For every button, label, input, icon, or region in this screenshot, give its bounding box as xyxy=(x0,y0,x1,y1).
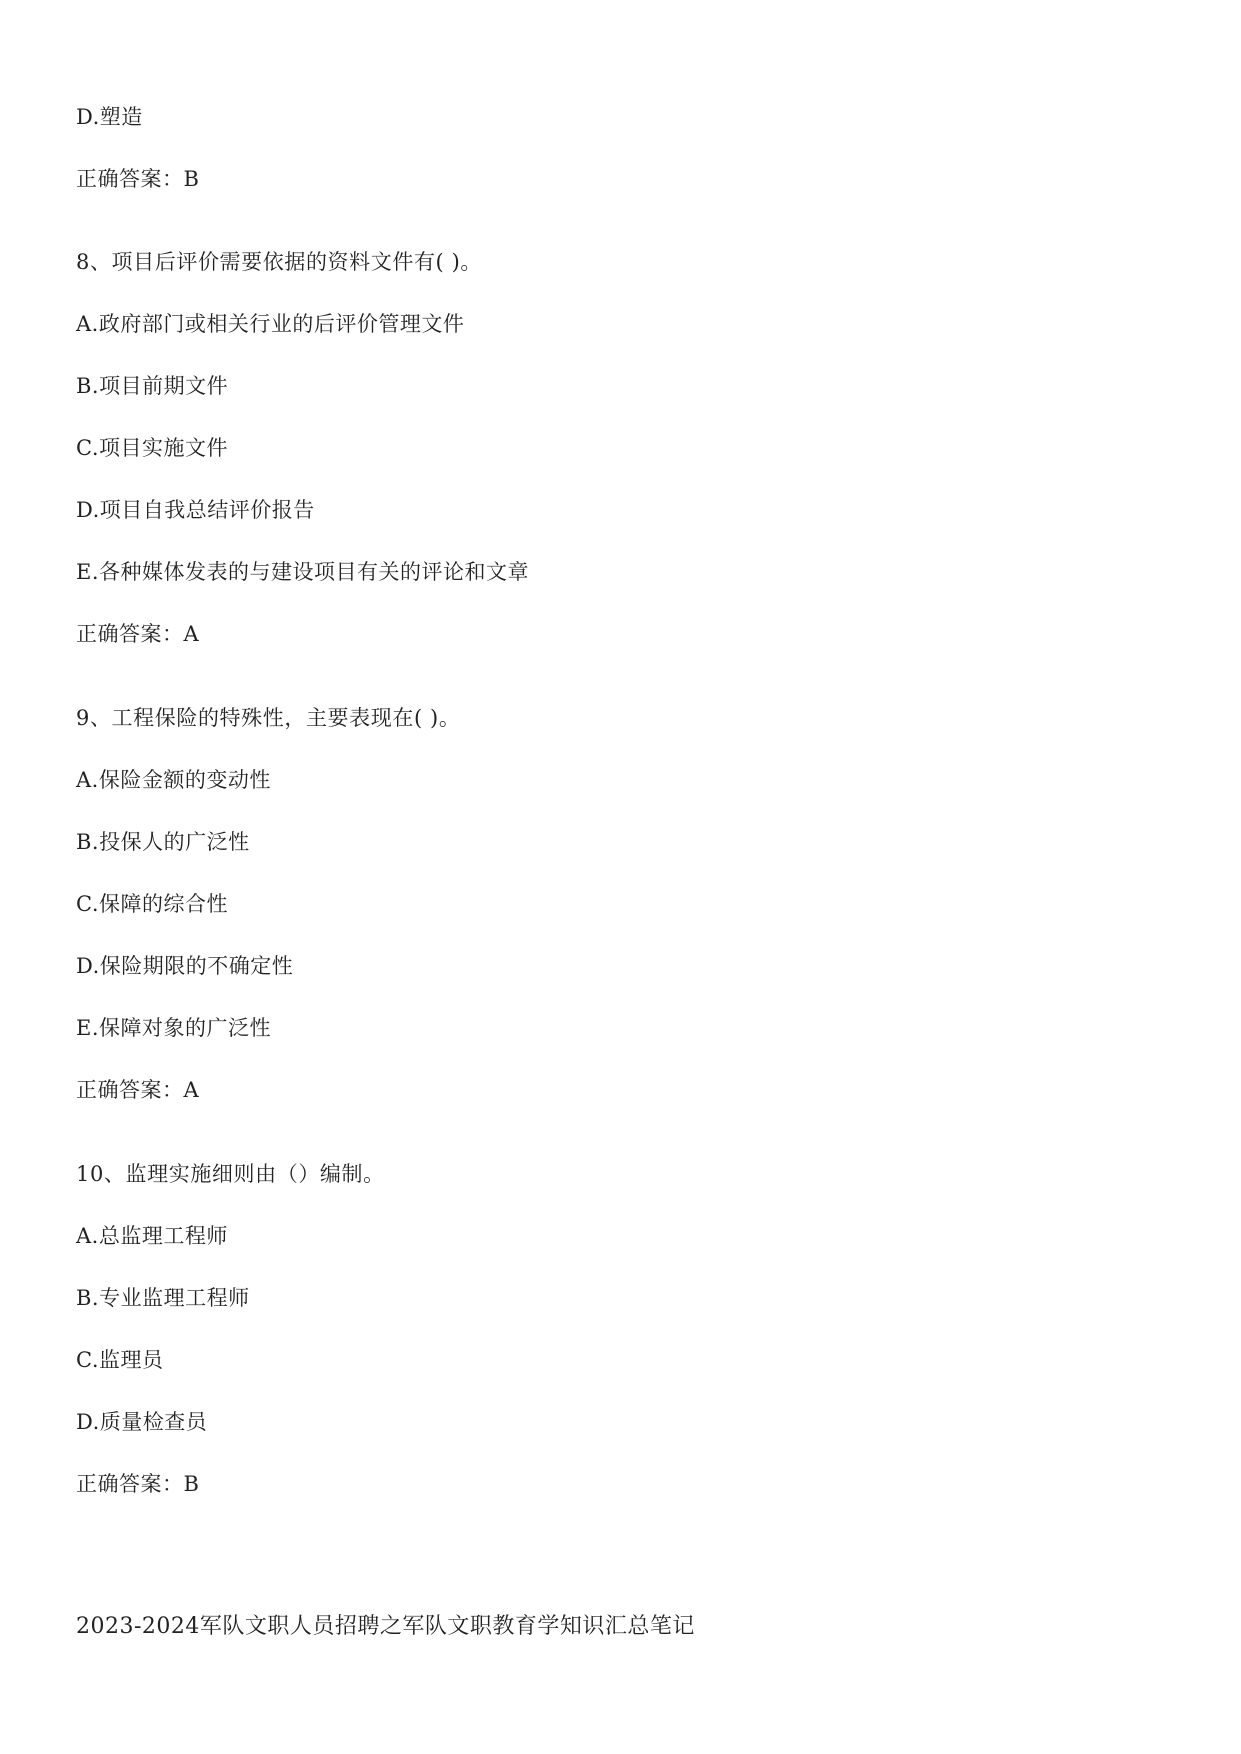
question-stem: 8、项目后评价需要依据的资料文件有( )。 xyxy=(76,250,483,274)
option-line: A.总监理工程师 xyxy=(76,1224,228,1248)
option-line: B.项目前期文件 xyxy=(76,374,229,398)
option-line: B.投保人的广泛性 xyxy=(76,830,250,854)
option-line: E.保障对象的广泛性 xyxy=(76,1016,272,1040)
option-line: B.专业监理工程师 xyxy=(76,1286,250,1310)
answer-line: 正确答案：B xyxy=(76,1472,200,1496)
option-line: C.保障的综合性 xyxy=(76,892,228,916)
answer-line: 正确答案：A xyxy=(76,622,200,646)
option-line: A.保险金额的变动性 xyxy=(76,768,271,792)
option-line: C.项目实施文件 xyxy=(76,436,228,460)
option-line: E.各种媒体发表的与建设项目有关的评论和文章 xyxy=(76,560,530,584)
page-footer: 2023-2024军队文职人员招聘之军队文职教育学知识汇总笔记 xyxy=(76,1614,695,1639)
answer-line: 正确答案：A xyxy=(76,1078,200,1102)
option-line: D.保险期限的不确定性 xyxy=(76,954,294,978)
answer-line: 正确答案：B xyxy=(76,167,200,191)
option-line: D.项目自我总结评价报告 xyxy=(76,498,315,522)
option-line: C.监理员 xyxy=(76,1348,164,1372)
option-line: D.质量检查员 xyxy=(76,1410,208,1434)
option-line: D.塑造 xyxy=(76,105,143,129)
question-stem: 10、监理实施细则由（）编制。 xyxy=(76,1162,385,1186)
option-line: A.政府部门或相关行业的后评价管理文件 xyxy=(76,312,465,336)
question-stem: 9、工程保险的特殊性，主要表现在( )。 xyxy=(76,706,461,730)
